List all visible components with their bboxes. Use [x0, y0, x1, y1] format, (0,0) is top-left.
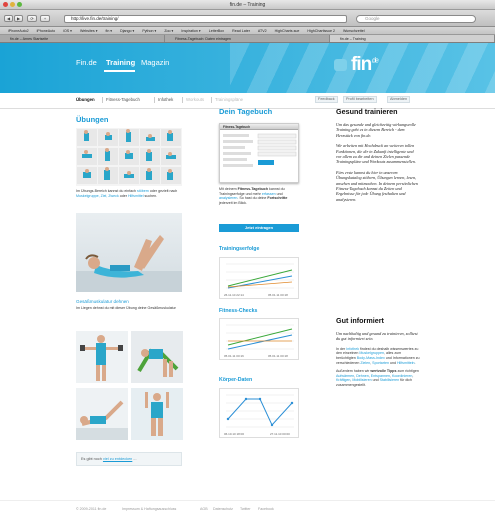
- muscle-groups-link[interactable]: Muskelgruppen: [359, 351, 384, 356]
- info-text: .: [414, 360, 416, 365]
- tips-text: ,: [412, 373, 414, 378]
- record-link[interactable]: erfassen: [261, 191, 276, 196]
- chart-title-fitness: Fitness-Checks: [219, 308, 258, 314]
- tips-text: Außerdem haben wir: [336, 369, 371, 374]
- exercise-photo-3-graphic: [76, 388, 128, 440]
- warmup-link[interactable]: Aufwärmen: [336, 373, 355, 378]
- diary-text: jederzeit im Blick.: [219, 200, 247, 205]
- exercises-title: Übungen: [76, 115, 109, 124]
- intro-text: oder: [118, 193, 128, 198]
- exercise-photo-4[interactable]: [131, 388, 183, 440]
- window-title: fin.de – Training: [229, 2, 266, 8]
- url-field[interactable]: [64, 15, 347, 23]
- page-footer: [0, 500, 495, 525]
- bookmark-item[interactable]: HighCharts.sue: [274, 28, 300, 33]
- exercise-thumbnails-graphic: [76, 128, 182, 186]
- info-text: , alles zum berüchtigten: [336, 351, 402, 360]
- info-text: In der: [336, 346, 347, 351]
- filter-links[interactable]: Muskelgruppe, Ziel, Zweck: [76, 193, 119, 198]
- tools-link[interactable]: Hilfsmittel: [127, 193, 144, 198]
- forward-button[interactable]: ▶: [14, 15, 23, 22]
- bookmark-item[interactable]: iOS ▾: [63, 28, 72, 33]
- tips-text-bold: wertvolle Tipps: [370, 369, 397, 374]
- coordination-link[interactable]: Koordinieren: [391, 373, 413, 378]
- info-text: findest du deshalb wissenswertes zu den einzelnen: [336, 346, 419, 356]
- feedback-button[interactable]: Feedback: [315, 96, 338, 103]
- body-data-chart[interactable]: [219, 388, 299, 438]
- bookmarks-bar: [0, 27, 495, 35]
- logout-button[interactable]: Abmelden: [387, 96, 410, 103]
- subnav-trainingsplaene: Trainingspläne: [215, 97, 244, 102]
- intro-text: oder gezielt nach: [148, 189, 178, 193]
- training-chart-to: 05.01.11 00:18: [268, 293, 288, 297]
- footer-copyright: © 2009-2011 fin.de: [76, 507, 107, 511]
- tips-text: zum richtigen: [396, 369, 419, 374]
- healthy-training-p1: Um das gesunde und gleichzeitig wirkungsvolle Training geht es in diesem Bereich - dem Herzstück von fin.de.: [336, 122, 416, 138]
- training-chart[interactable]: [219, 257, 299, 299]
- info-text: ,: [370, 360, 373, 365]
- subnav-infothek[interactable]: Infothek: [158, 97, 174, 102]
- bookmark-item[interactable]: ATV2: [257, 28, 267, 33]
- chart-title-training: Trainingserfolge: [219, 246, 260, 252]
- stretching-link[interactable]: Dehnen: [356, 373, 369, 378]
- browser-toolbar: [0, 10, 495, 27]
- info-text: und Informationen zu verschiedenen: [336, 356, 420, 365]
- exercise-photo-4-graphic: [131, 388, 183, 440]
- training-chart-graphic: [220, 258, 298, 298]
- body-data-chart-graphic: [220, 389, 298, 437]
- stability-link[interactable]: Stabilisieren: [379, 378, 400, 383]
- discover-more-link[interactable]: viel zu entdecken: [102, 457, 133, 461]
- diary-text: kannst du Trainingserfolge und mehr: [219, 187, 285, 196]
- diary-intro: [219, 187, 299, 205]
- tips-text: ,: [350, 378, 353, 383]
- well-informed-title: Gut informiert: [336, 316, 384, 325]
- discover-suffix: ...: [132, 457, 137, 461]
- site-header: [0, 43, 495, 93]
- footer-privacy-link[interactable]: Datenschutz: [213, 507, 233, 511]
- exercise-photo-3[interactable]: [76, 388, 128, 440]
- feature-exercise-title[interactable]: Gesäßmuskulatur dehnen: [76, 299, 129, 304]
- subnav-uebungen[interactable]: Übungen: [76, 97, 95, 102]
- infothek-link[interactable]: Infothek: [346, 346, 359, 351]
- equipment-link[interactable]: Hilfsmitteln: [396, 360, 415, 365]
- nav-magazin[interactable]: Magazin: [141, 58, 170, 67]
- exercise-photo-2[interactable]: [131, 331, 183, 383]
- tips-text: ,: [368, 373, 371, 378]
- browser-tab[interactable]: fin.de – Arnes Startseite: [0, 35, 165, 42]
- bookmark-item[interactable]: Read Later: [232, 28, 250, 33]
- fitness-chart-graphic: [220, 319, 298, 359]
- tips-text: ,: [354, 373, 357, 378]
- bookmark-item[interactable]: HighChartissue 2: [307, 28, 335, 33]
- browser-tab[interactable]: Fitness-Tagebuch: Daten eintragen: [165, 35, 330, 42]
- diary-title: Dein Tagebuch: [219, 107, 273, 116]
- exercise-grid-image[interactable]: [76, 128, 182, 186]
- bookmark-item[interactable]: Inspiration ▾: [181, 28, 201, 33]
- exercise-photo-2-graphic: [131, 331, 183, 383]
- tips-paragraph: [336, 369, 420, 387]
- bookmark-item[interactable]: Python ▾: [142, 28, 157, 33]
- body-chart-from: 06.10.10 18:00: [224, 432, 245, 436]
- subnav-separator: [182, 97, 183, 103]
- exercises-intro: [76, 189, 182, 198]
- bookmark-item[interactable]: Wunschzettel: [342, 28, 365, 33]
- footer-twitter-link[interactable]: Twitter: [240, 507, 251, 511]
- browse-link[interactable]: stöbern: [136, 189, 149, 193]
- stretching-woman-graphic: [76, 213, 182, 292]
- mobility-link[interactable]: Mobilisieren: [352, 378, 372, 383]
- nav-training[interactable]: Training: [106, 58, 136, 67]
- diary-screenshot[interactable]: [219, 123, 299, 183]
- footer-facebook-link[interactable]: Facebook: [258, 507, 274, 511]
- bookmark-item[interactable]: LetterBox: [208, 28, 225, 33]
- intro-text: suchen.: [143, 193, 158, 198]
- subnav-workouts: Workouts: [186, 97, 205, 102]
- diary-text: Mit deinem: [219, 187, 238, 191]
- add-entry-button[interactable]: Jetzt eintragen: [219, 224, 299, 232]
- edit-profile-button[interactable]: Profil bearbeiten: [343, 96, 377, 103]
- fitness-chart-from: 05.01.11 00:16: [224, 354, 244, 358]
- bookmark-item[interactable]: Django ▾: [120, 28, 135, 33]
- fitness-chart[interactable]: [219, 318, 299, 360]
- bookmark-item[interactable]: Websites ▾: [79, 28, 98, 33]
- healthy-training-title: Gesund trainieren: [336, 107, 398, 116]
- tips-text: und: [371, 378, 380, 383]
- diary-window-title: Fitness-Tagebuch: [220, 124, 298, 130]
- logo-bubble-icon: [334, 59, 347, 71]
- logo-text: fin: [351, 54, 372, 75]
- footer-imprint-link[interactable]: Impressum & Haftungsausschluss: [122, 507, 177, 511]
- goals-link[interactable]: Zielen: [360, 360, 371, 365]
- browser-tab[interactable]: fin.de – Training: [330, 35, 495, 42]
- subnav-fitness-tagebuch[interactable]: Fitness-Tagebuch: [106, 97, 140, 102]
- reload-button[interactable]: ⟳: [27, 15, 37, 22]
- relax-link[interactable]: Entspannen: [370, 373, 390, 378]
- url-text: http://live.fin.de/training/: [71, 16, 119, 21]
- healthy-training-p2: Wir arbeiten mit Hochdruck an weiteren tollen Funktionen, die dir in Zukunft intelligente und vor allem zu dir und deinen Zielen passende Trainingspläne und Workouts zusammenstellen.: [336, 143, 416, 165]
- logo-sup: .de: [371, 57, 378, 65]
- bmi-link[interactable]: Body-Mass-Index: [356, 356, 385, 360]
- bookmark-item[interactable]: fin ▾: [105, 28, 113, 33]
- window-titlebar: [0, 0, 495, 10]
- sidebar-info: [336, 107, 420, 202]
- exercise-photo-1[interactable]: [76, 331, 128, 383]
- well-informed-section: [336, 316, 420, 388]
- footer-agb-link[interactable]: AGB: [200, 507, 208, 511]
- fitness-chart-to: 05.01.11 00:18: [268, 354, 288, 358]
- add-bookmark-button[interactable]: +: [40, 15, 50, 22]
- diary-text-bold: Fortschritte: [267, 196, 288, 201]
- body-chart-to: 27.11.10 00:00: [270, 432, 290, 436]
- fin-logo[interactable]: [351, 54, 401, 76]
- discover-more-box: [76, 452, 182, 466]
- strength-link[interactable]: Kräftigen: [336, 378, 351, 383]
- sports-link[interactable]: Sportarten: [372, 360, 389, 365]
- subnav-separator: [154, 97, 155, 103]
- search-field[interactable]: [356, 15, 476, 23]
- tab-bar: [0, 35, 495, 43]
- bookmark-item[interactable]: iPhoneAuto: [36, 28, 56, 33]
- training-chart-from: 26.11.10 22:14: [224, 293, 244, 297]
- chart-title-body: Körper-Daten: [219, 377, 253, 383]
- tips-text: ,: [389, 373, 392, 378]
- healthy-training-p3: Fürs erste kannst du hier in unserem Übungskatalog stöbern, Übungen lernen, lesen, ansehen und mitmachen. In deinem persönlichen Fitness-Tagebuch kannst du Zeiten und Ergebnisse für jede Übung festhalten und analysieren.: [336, 169, 418, 202]
- analyze-link[interactable]: analysieren: [219, 196, 238, 201]
- discover-prefix: Es gibt noch: [81, 457, 103, 461]
- tips-text: für dich zusammengestellt.: [336, 378, 412, 387]
- subnav-separator: [102, 97, 103, 103]
- intro-text: Im Übungs-Bereich kannst du einfach: [76, 189, 137, 193]
- bookmark-item[interactable]: Zoo ▾: [164, 28, 174, 33]
- feature-exercise-text: Im Liegen dehnst du mit dieser Übung deine Gesäßmuskulatur: [76, 306, 176, 310]
- diary-form-graphic: [220, 130, 299, 183]
- diary-text: und: [275, 191, 283, 196]
- bookmark-item[interactable]: iPhoneAuto2: [8, 28, 29, 33]
- back-button[interactable]: ◀: [4, 15, 13, 22]
- diary-text: . So hast du deine: [237, 196, 268, 201]
- infothek-paragraph: [336, 347, 420, 365]
- diary-text-bold: Fitness-Tagebuch: [237, 187, 269, 191]
- subnav-separator: [211, 97, 212, 103]
- search-placeholder: Google: [365, 16, 380, 21]
- well-informed-p1: Um nachhaltig und gesund zu trainieren, solltest du gut informiert sein.: [336, 331, 418, 342]
- nav-active-indicator: [104, 70, 135, 72]
- nav-fin-de[interactable]: Fin.de: [76, 58, 97, 67]
- info-text: und: [388, 360, 397, 365]
- feature-exercise-image[interactable]: [76, 213, 182, 292]
- exercise-photo-1-graphic: [76, 331, 128, 383]
